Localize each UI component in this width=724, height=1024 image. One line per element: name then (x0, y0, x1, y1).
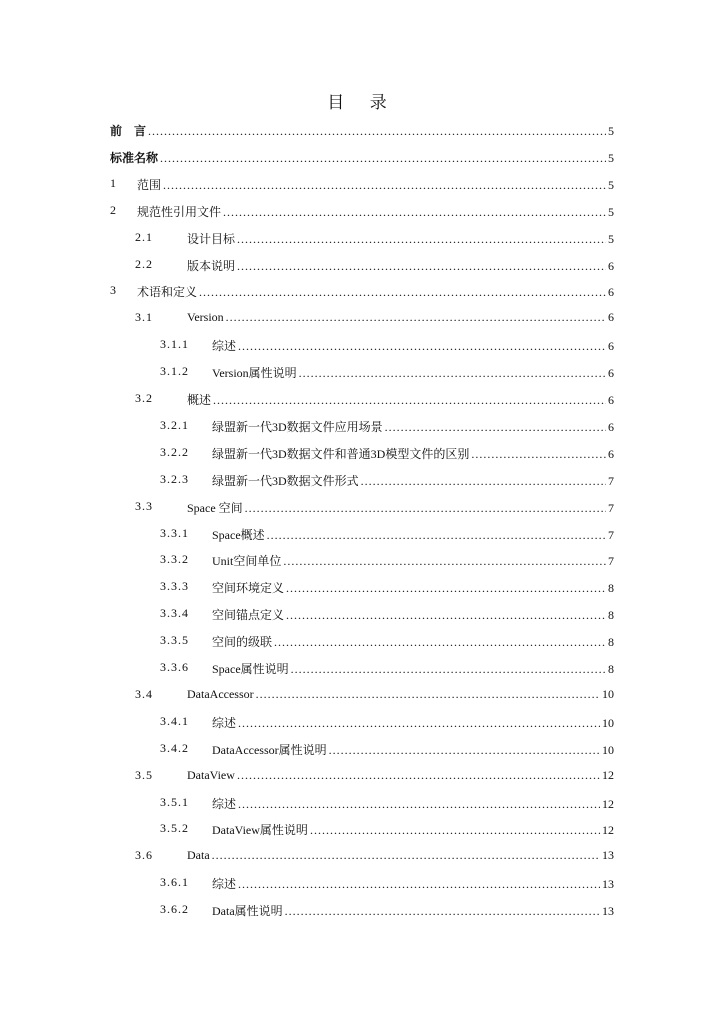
toc-entry-number: 3.3.3 (160, 579, 189, 594)
toc-dot-leader (148, 124, 606, 139)
toc-entry-title: Data属性说明 (212, 904, 283, 919)
toc-entry[interactable] (0, 201, 724, 221)
toc-entry-page: 13 (602, 904, 614, 919)
toc-title: 目 录 (327, 93, 397, 113)
toc-dot-leader (267, 528, 606, 543)
toc-entry[interactable] (0, 497, 724, 517)
toc-entry[interactable] (0, 120, 724, 140)
toc-dot-leader (238, 877, 600, 892)
toc-entry-title: 标准名称 (110, 150, 159, 165)
toc-entry[interactable] (0, 524, 724, 544)
toc-entry[interactable] (0, 658, 724, 678)
toc-dot-leader (299, 366, 606, 381)
toc-entry-page: 8 (608, 635, 614, 650)
toc-entry-title: 综述 (212, 877, 237, 892)
toc-entry-title: DataView属性说明 (212, 823, 308, 838)
toc-dot-leader (237, 259, 606, 274)
toc-entry-title: 综述 (212, 796, 237, 811)
toc-dot-leader (286, 581, 606, 596)
toc-dot-leader (238, 716, 600, 731)
toc-entry-number: 3.6.2 (160, 902, 189, 917)
toc-entry[interactable] (0, 577, 724, 597)
toc-dot-leader (245, 501, 606, 516)
toc-entry-title: DataAccessor (187, 686, 254, 701)
toc-entry-page: 10 (602, 686, 614, 701)
toc-entry-page: 13 (602, 848, 614, 863)
toc-entry-title: 绿盟新一代3D数据文件形式 (212, 473, 359, 488)
toc-entry-number: 3.3 (135, 498, 153, 513)
toc-entry-number: 3.2.1 (160, 417, 189, 432)
toc-entry-number: 3.1.2 (160, 364, 189, 379)
toc-entry[interactable] (0, 631, 724, 651)
toc-entry-title: 术语和定义 (137, 285, 198, 300)
toc-entry[interactable] (0, 416, 724, 436)
toc-dot-leader (285, 904, 600, 919)
toc-entry[interactable] (0, 228, 724, 248)
toc-entry-page: 6 (608, 310, 614, 325)
toc-dot-leader (223, 205, 606, 220)
toc-entry-title: Data (187, 848, 210, 863)
toc-entry[interactable] (0, 308, 724, 328)
toc-entry-title: 空间锚点定义 (212, 608, 285, 623)
toc-entry-page: 10 (602, 742, 614, 757)
toc-entry-page: 8 (608, 608, 614, 623)
toc-dot-leader (291, 662, 606, 677)
toc-entry-page: 6 (608, 419, 614, 434)
toc-dot-leader (256, 687, 600, 702)
toc-entry-number: 3.3.2 (160, 552, 189, 567)
toc-entry[interactable] (0, 739, 724, 759)
toc-dot-leader (226, 310, 606, 325)
toc-dot-leader (237, 232, 606, 247)
toc-entry-title: Space属性说明 (212, 662, 289, 676)
toc-entry-page: 12 (602, 796, 614, 811)
toc-dot-leader (286, 608, 606, 623)
toc-entry[interactable] (0, 604, 724, 624)
toc-entry-number: 3.6.1 (160, 875, 189, 890)
toc-entry-page: 6 (608, 393, 614, 407)
toc-entry-page: 10 (602, 715, 614, 730)
toc-entry-title: DataAccessor属性说明 (212, 742, 327, 757)
toc-entry-page: 5 (608, 177, 614, 192)
toc-entry[interactable] (0, 362, 724, 382)
toc-entry-page: 8 (608, 581, 614, 596)
toc-entry-title: Unit空间单位 (212, 554, 282, 569)
toc-entry[interactable] (0, 550, 724, 570)
toc-entry[interactable] (0, 255, 724, 275)
toc-entry-page: 5 (608, 124, 614, 138)
toc-dot-leader (237, 768, 600, 783)
toc-dot-leader (160, 151, 606, 166)
toc-entry-number: 3.2.3 (160, 471, 189, 486)
toc-entry-page: 5 (608, 231, 614, 246)
toc-dot-leader (310, 823, 600, 838)
toc-entry-page: 12 (602, 823, 614, 838)
toc-entry-page: 7 (608, 500, 614, 515)
toc-entry-page: 7 (608, 554, 614, 569)
toc-entry-title: DataView (187, 767, 235, 782)
toc-entry-number: 2.1 (135, 229, 153, 244)
toc-entry-number: 3.4 (135, 686, 153, 701)
toc-entry[interactable] (0, 846, 724, 866)
toc-entry[interactable] (0, 443, 724, 463)
toc-entry-number: 3.3.5 (160, 633, 189, 648)
toc-entry-number: 3.1.1 (160, 337, 189, 352)
toc-entry-number: 3.6 (135, 848, 153, 863)
toc-entry-page: 6 (608, 366, 614, 381)
toc-entry-number: 1 (110, 175, 117, 190)
toc-entry[interactable] (0, 389, 724, 409)
toc-entry-page: 7 (608, 527, 614, 542)
toc-entry[interactable] (0, 900, 724, 920)
toc-entry-page: 12 (602, 767, 614, 782)
toc-entry-title: Space 空间 (187, 500, 243, 515)
toc-entry[interactable] (0, 793, 724, 813)
toc-dot-leader (361, 474, 606, 489)
toc-entry-title: 概述 (187, 393, 212, 407)
toc-entry-title: 综述 (212, 339, 237, 354)
toc-dot-leader (212, 848, 600, 863)
toc-entry[interactable] (0, 174, 724, 194)
toc-entry-title: Version属性说明 (212, 366, 297, 381)
toc-dot-leader (471, 447, 606, 462)
toc-entry[interactable] (0, 873, 724, 893)
toc-entry-title: Space概述 (212, 527, 265, 542)
toc-entry-title: 规范性引用文件 (137, 204, 222, 219)
toc-entry-number: 3.1 (135, 310, 153, 325)
toc-entry-number: 3.2.2 (160, 444, 189, 459)
toc-dot-leader (213, 393, 606, 408)
toc-entry-number: 2.2 (135, 256, 153, 271)
toc-entry-page: 6 (608, 339, 614, 354)
toc-entry-page: 6 (608, 446, 614, 461)
toc-entry-number: 3.3.1 (160, 525, 189, 540)
toc-entry-number: 3.5.1 (160, 794, 189, 809)
toc-entry-number: 3 (110, 283, 117, 298)
toc-entry[interactable] (0, 712, 724, 732)
toc-entry-number: 3.4.1 (160, 713, 189, 728)
toc-dot-leader (163, 178, 606, 193)
toc-dot-leader (283, 554, 606, 569)
toc-entry-page: 5 (608, 204, 614, 219)
toc-entry-page: 7 (608, 473, 614, 488)
toc-entry-title: 绿盟新一代3D数据文件和普通3D模型文件的区别 (212, 446, 470, 461)
toc-entry-title: 空间环境定义 (212, 581, 285, 596)
toc-entry-page: 6 (608, 258, 614, 273)
toc-entry-number: 3.5.2 (160, 821, 189, 836)
toc-entry-number: 3.3.6 (160, 660, 189, 674)
toc-entry-number: 3.3.4 (160, 606, 189, 621)
toc-entry-number: 2 (110, 202, 117, 217)
toc-entry[interactable] (0, 281, 724, 301)
toc-dot-leader (199, 285, 606, 300)
toc-entry-page: 8 (608, 662, 614, 676)
toc-entry[interactable] (0, 335, 724, 355)
toc-entry-number: 3.5 (135, 767, 153, 782)
toc-entry-title: 范围 (137, 177, 162, 192)
toc-dot-leader (274, 635, 606, 650)
toc-entry-page: 6 (608, 285, 614, 300)
toc-entry[interactable] (0, 819, 724, 839)
toc-entry-title: 版本说明 (187, 258, 236, 273)
toc-entry-number: 3.2 (135, 391, 153, 405)
toc-entry-title: 设计目标 (187, 231, 236, 246)
toc-dot-leader (238, 339, 606, 354)
toc-entry[interactable] (0, 766, 724, 786)
toc-entry[interactable] (0, 147, 724, 167)
toc-entry-title: Version (187, 310, 224, 325)
toc-entry-title: 综述 (212, 715, 237, 730)
toc-dot-leader (385, 420, 606, 435)
toc-entry-page: 5 (608, 150, 614, 165)
toc-entry[interactable] (0, 685, 724, 705)
toc-entry-title: 空间的级联 (212, 635, 273, 650)
toc-dot-leader (238, 797, 600, 812)
toc-entry-number: 3.4.2 (160, 740, 189, 755)
toc-entry-title: 绿盟新一代3D数据文件应用场景 (212, 419, 383, 434)
toc-entry-page: 13 (602, 877, 614, 892)
toc-entry[interactable] (0, 470, 724, 490)
toc-dot-leader (329, 743, 600, 758)
toc-entry-title: 前 言 (110, 124, 147, 138)
